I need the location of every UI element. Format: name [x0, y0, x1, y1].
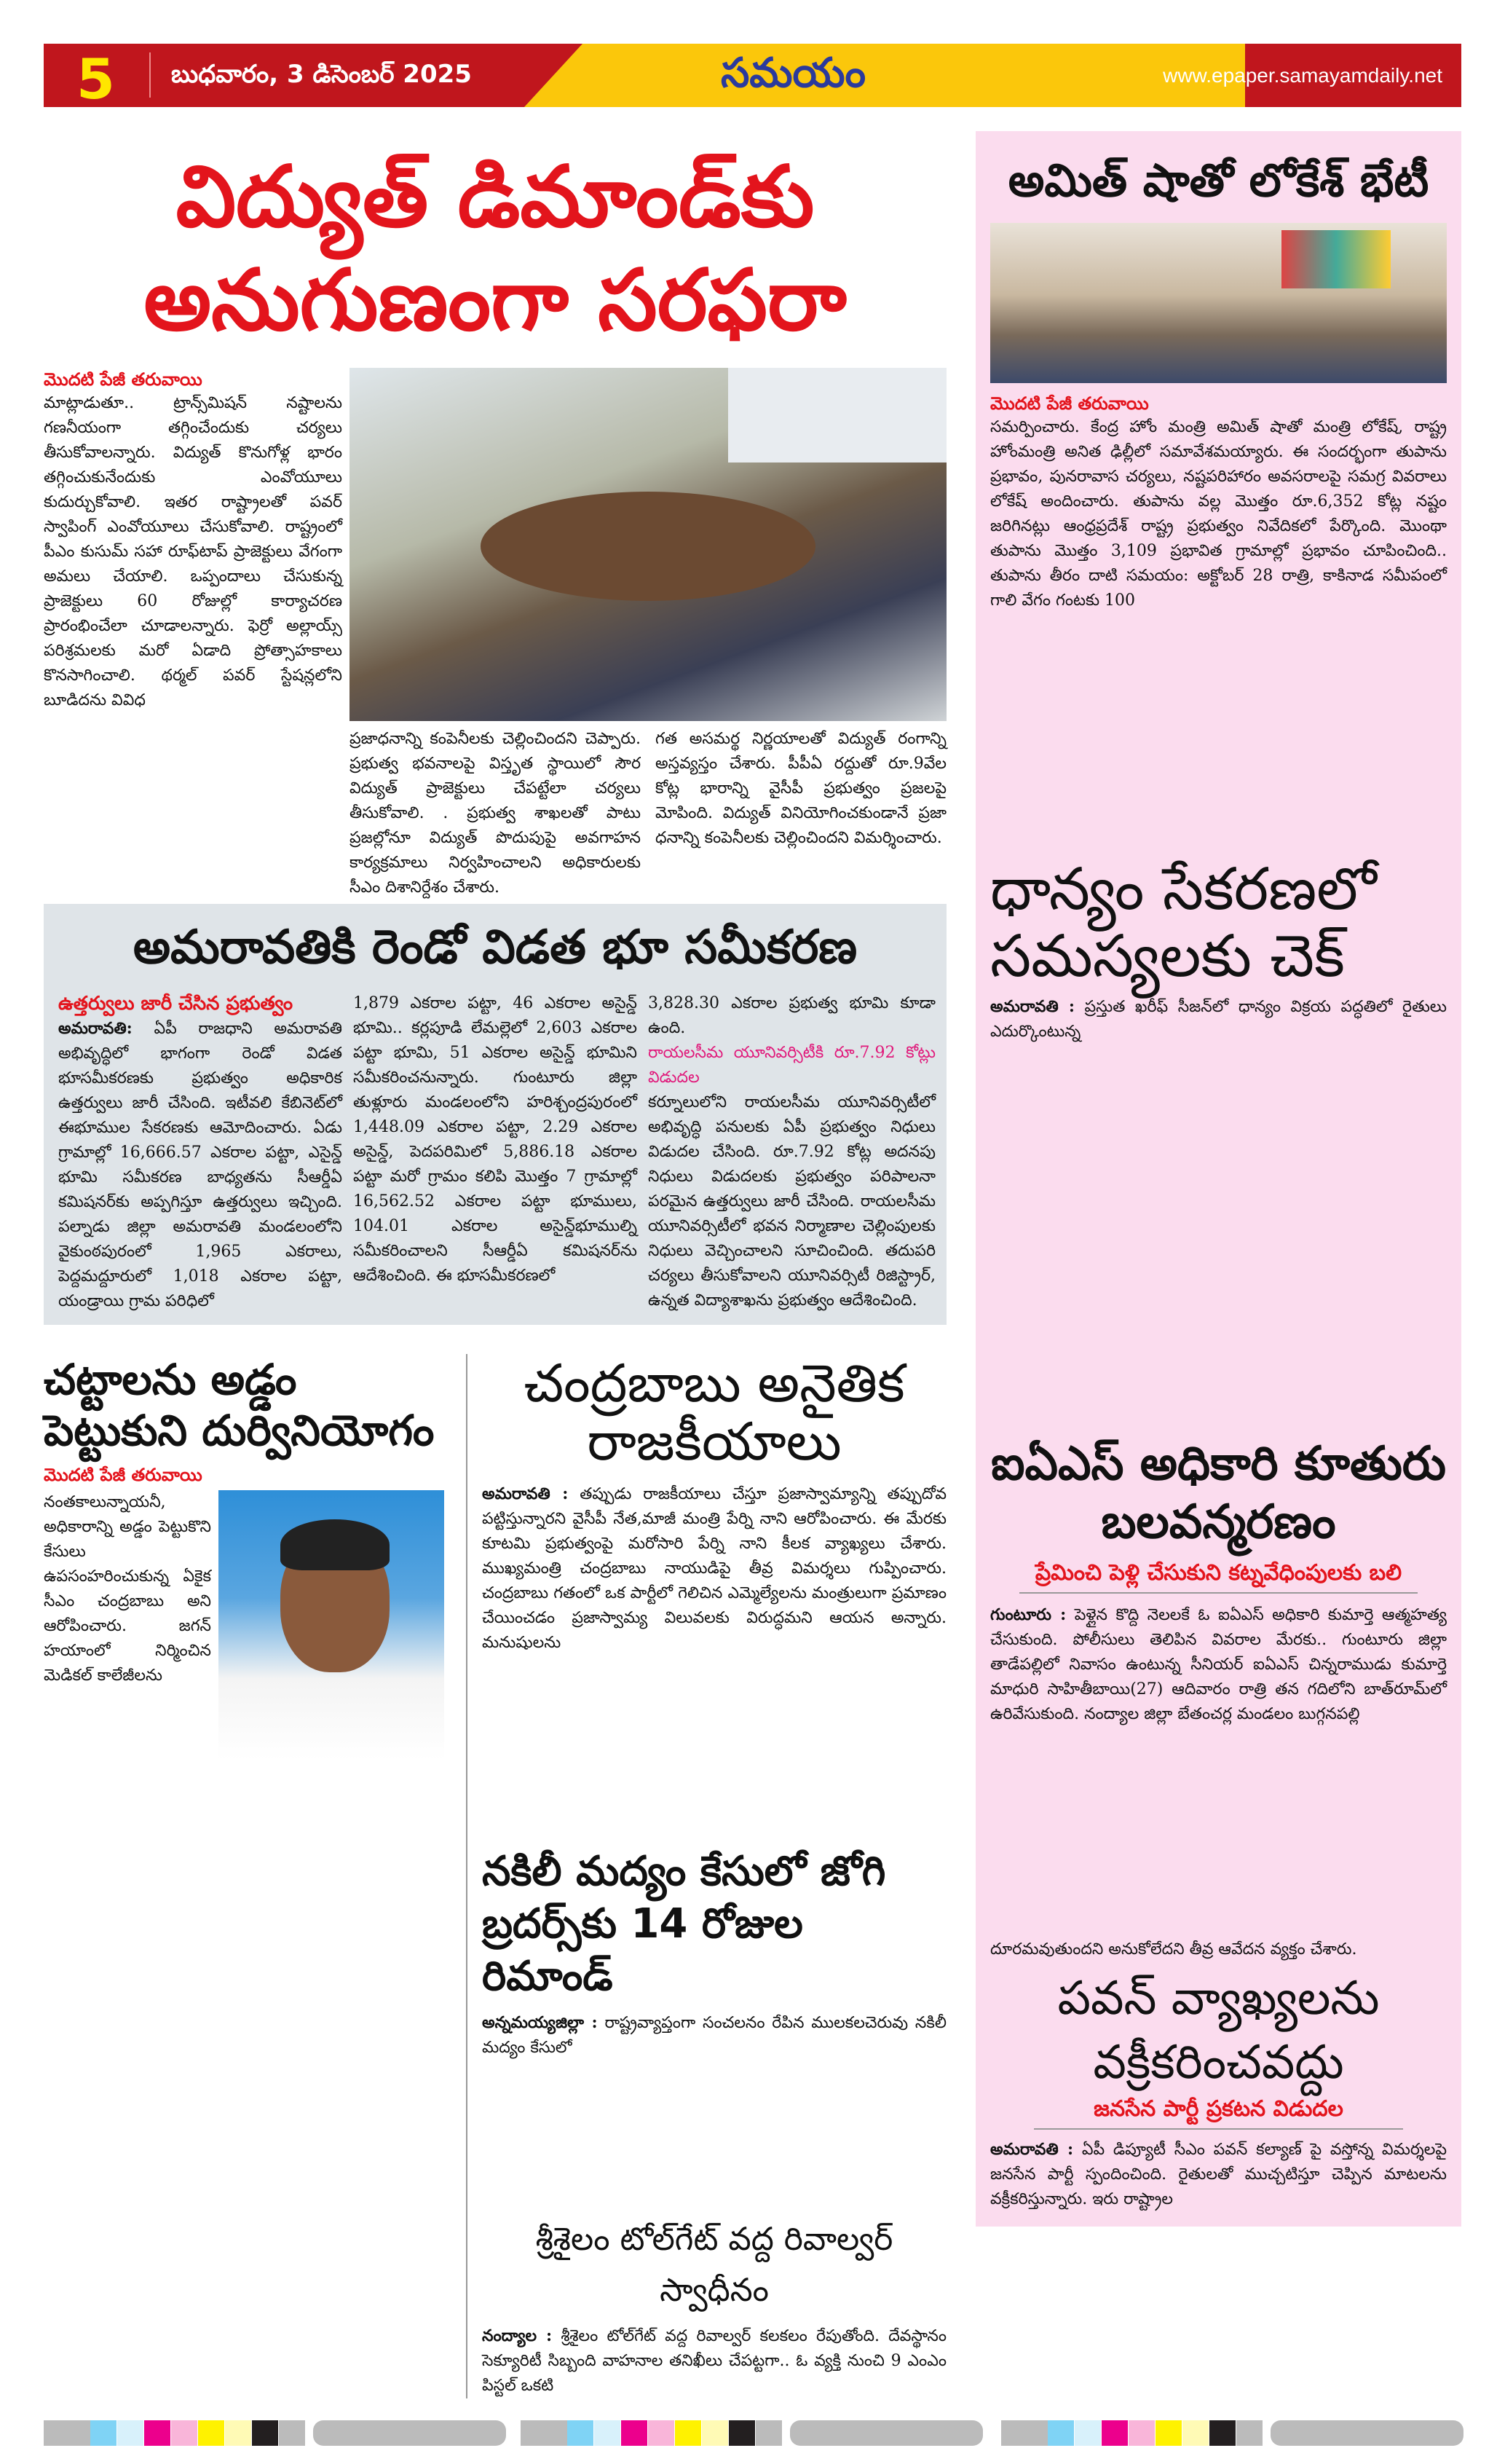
- page-header: [44, 44, 1461, 111]
- color-swatch: [279, 2420, 305, 2446]
- dateline: నంద్యాల :: [482, 2326, 553, 2345]
- dateline: అన్నమయ్యజిల్లా :: [482, 2013, 598, 2032]
- color-swatch: [198, 2420, 224, 2446]
- continued-kicker: మొదటి పేజీ తరువాయి: [44, 1465, 202, 1485]
- color-swatch: [171, 2420, 197, 2446]
- dateline: అమరావతి :: [990, 2140, 1074, 2159]
- subheadline: ఉత్తర్వులు జారీ చేసిన ప్రభుత్వం: [58, 993, 293, 1015]
- color-swatch: [756, 2420, 782, 2446]
- article-body: గత అసమర్థ నిర్ణయాలతో విద్యుత్ రంగాన్ని అస్తవ్యస్తం చేశారు. పీపీఏ రద్దుతో రూ.9వేల కోట్ల భారాన్ని వైసీపీ ప్రభుత్వం ప్రజలపై మోపింది. విద్యుత్ వినియోగించకుండానే ప్రజా ధనాన్ని కంపెనీలకు చెల్లించిందని విమర్శించారు.: [655, 730, 947, 847]
- article-body: 3,828.30 ఎకరాల ప్రభుత్వ భూమి కూడా ఉంది.: [648, 994, 936, 1037]
- headline: అమరావతికి రెండో విడత భూ సమీకరణ: [133, 921, 858, 975]
- article-body: మాట్లాడుతూ.. ట్రాన్స్‌మిషన్ నష్టాలను గణనీయంగా తగ్గించేందుకు చర్యలు తీసుకోవాలన్నారు. విద్యుత్ కొనుగోళ్ల భారం తగ్గించుకునేందుకు ఎంవోయూలు కుదుర్చుకోవాలి. ఇతర రాష్ట్రాలతో పవర్ స్వాపింగ్ ఎంవోయూలు చేసుకోవాలి. రాష్ట్రంలో పీఎం కుసుమ్ సహా రూఫ్‌టాప్ ప్రాజెక్టులు వేగంగా అమలు చేయాలి. ఒప్పందాలు చేసుకున్న ప్రాజెక్టులు 60 రోజుల్లో కార్యాచరణ ప్రారంభించేలా చూడాలన్నారు. ఫెర్రో అల్లాయ్స్ పరిశ్రమలకు మరో ఏడాది ప్రోత్సాహకాలు కొనసాగించాలి. థర్మల్ పవర్ స్టేషన్లలోని బూడిదను వివిధ: [44, 394, 342, 709]
- color-swatch: [648, 2420, 674, 2446]
- conference-table: [481, 492, 815, 601]
- article-body: రాష్ట్రవ్యాప్తంగా సంచలనం రేపిన ములకలచెరువు నకిలీ మద్యం కేసులో: [482, 2014, 947, 2057]
- subheadline: ప్రేమించి పెళ్లి చేసుకుని కట్నవేధింపులకు బలి: [1035, 1560, 1402, 1586]
- continued-kicker: మొదటి పేజీ తరువాయి: [44, 369, 202, 390]
- dateline: అమరావతి:: [58, 1019, 133, 1038]
- article-body: సమర్పించారు. కేంద్ర హోం మంత్రి అమిత్ షాతో మంత్రి లోకేష్, రాష్ట్ర హోంమంత్రి అనిత ఢిల్లీలో సమావేశమయ్యారు. ఈ సందర్భంగా తుపాను ప్రభావం, పునరావాస చర్యలు, నష్టపరిహారం అవసరాలపై సమగ్ర వివరాలు లోకేష్ అందించారు. తుపాను వల్ల మొత్తం రూ.6,352 కోట్ల నష్టం జరిగినట్లు ఆంధ్రప్రదేశ్ రాష్ట్ర ప్రభుత్వం నివేదికలో పేర్కొంది. మొంథా తుపాను మొత్తం 3,109 ప్రభావిత గ్రామాల్లో ప్రభావం చూపించింది.. తుపాను తీరం దాటి సమయం: అక్టోబర్ 28 రాత్రి, కాకినాడ సమీపంలో గాలి వేగం గంటకు 100: [990, 418, 1447, 610]
- article-body: దూరమవుతుందని అనుకోలేదని తీవ్ర ఆవేదన వ్యక్తం చేశారు.: [990, 1940, 1357, 1959]
- color-swatch: [144, 2420, 170, 2446]
- dateline: అమరావతి :: [990, 997, 1075, 1016]
- hair: [280, 1519, 390, 1570]
- headline: అమిత్ షాతో లోకేశ్ భేటీ: [1008, 154, 1429, 207]
- color-swatch: [790, 2420, 983, 2446]
- article-body: శ్రీశైలం టోల్‌గేట్ వద్ద రివాల్వర్ కలకలం రేపుతోంది. దేవస్థానం సెక్యూరిటీ సిబ్బంది వాహనాల తనిఖీలు చేపట్టగా.. ఓ వ్యక్తి నుంచి 9 ఎంఎం పిస్టల్ ఒకటి: [482, 2327, 947, 2395]
- article-body: తప్పుడు రాజకీయాలు చేస్తూ ప్రజాస్వామ్యాన్ని తప్పుదోవ పట్టిస్తున్నారని వైసీపీ నేత,మాజీ మంత్రి పేర్ని నాని ఆరోపించారు. ఈ మేరకు కూటమి ప్రభుత్వంపై మరోసారి పేర్ని నాని కీలక వ్యాఖ్యలు చేశారు. ముఖ్యమంత్రి చంద్రబాబు నాయుడిపై తీవ్ర విమర్శలు గుప్పించారు. చంద్రబాబు గతంలో ఒక పార్టీలో గెలిచిన ఎమ్మెల్యేలను మంత్రులుగా ప్రమాణం చేయించడం ప్రజాస్వామ్య విలువలకు విరుద్ధమని ఆయన అన్నారు. మనుషులను: [482, 1485, 947, 1652]
- continued-kicker: మొదటి పేజీ తరువాయి: [990, 393, 1149, 414]
- amaravati-box: [44, 904, 947, 1325]
- page-number: 5: [76, 47, 115, 111]
- article-body: పెళ్లైన కొద్ది నెలలకే ఓ ఐఏఎస్ అధికారి కుమార్తె ఆత్మహత్య చేసుకుంది. పోలీసులు తెలిపిన వివరాల మేరకు.. గుంటూరు జిల్లా తాడేపల్లిలో నివాసం ఉంటున్న సీనియర్ ఐఏఎస్ చిన్నరాముడు కుమార్తె మాధురి సాహితీబాయి(27) ఆదివారం రాత్రి తన గదిలోని బాత్‌రూమ్‌లో ఉరివేసుకుంది. నంద్యాల జిల్లా బేతంచర్ల మండలం బుగ్గనపల్లి: [990, 1606, 1447, 1723]
- color-swatch: [594, 2420, 620, 2446]
- subheadline: జనసేన పార్టీ ప్రకటన విడుదల: [1094, 2096, 1343, 2122]
- color-swatch: [1075, 2420, 1101, 2446]
- masthead-logo: సమయం: [721, 50, 866, 97]
- color-swatch: [44, 2420, 90, 2446]
- color-swatch: [225, 2420, 251, 2446]
- epaper-url[interactable]: www.epaper.samayamdaily.net: [1163, 64, 1442, 87]
- headline: నకిలీ మద్యం కేసులో జోగి బ్రదర్స్‌కు 14 రోజుల రిమాండ్: [482, 1848, 886, 2000]
- color-swatch: [521, 2420, 567, 2446]
- color-swatch: [252, 2420, 278, 2446]
- article-body: నంతకాలున్నాయనీ, అధికారాన్ని అడ్డం పెట్టుకొని కేసులు ఉపసంహరించుకున్న ఏకైక సీఎం చంద్రబాబు అని ఆరోపించారు. జగన్ హయాంలో నిర్మించిన మెడికల్ కాలేజీలను: [44, 1493, 211, 1685]
- headline: ధాన్యం సేకరణలో సమస్యలకు చెక్: [990, 855, 1377, 990]
- headline: శ్రీశైలం టోల్‌గేట్ వద్ద రివాల్వర్ స్వాధీనం: [535, 2221, 893, 2309]
- issue-date: బుధవారం, 3 డిసెంబర్ 2025: [171, 60, 472, 89]
- color-swatch: [1048, 2420, 1074, 2446]
- article-body: ప్రజాధనాన్ని కంపెనీలకు చెల్లించిందని చెప్పారు. ప్రభుత్వ భవనాలపై విస్తృత స్థాయిలో సౌర విద్యుత్ ప్రాజెక్టులు చేపట్టేలా చర్యలు తీసుకోవాలి. . ప్రభుత్వ శాఖలతో పాటు ప్రజల్లోనూ విద్యుత్ పొదుపుపై అవగాహన కార్యక్రమాలు నిర్వహించాలని అధికారులకు సీఎం దిశానిర్దేశం చేశారు.: [349, 730, 641, 897]
- lead-article: [44, 368, 947, 900]
- color-swatch: [117, 2420, 143, 2446]
- article-body: కర్నూలులోని రాయలసీమ యూనివర్సిటీలో అభివృద్ధి పనులకు ఏపీ ప్రభుత్వం నిధులు విడుదల చేసింది. రూ.7.92 కోట్ల అదనపు నిధులు విడుదలకు ప్రభుత్వం పరిపాలనా పరమైన ఉత్తర్వులు జారీ చేసింది. రాయలసీమ యూనివర్సిటీలో భవన నిర్మాణాల చెల్లింపులకు నిధులు వెచ్చించాలని సూచించింది. తదుపరి చర్యలు తీసుకోవాలని యూనివర్సిటీ రిజిస్ట్రార్, ఉన్నత విద్యాశాఖను ప్రభుత్వం ఆదేశించింది.: [648, 1093, 936, 1310]
- color-swatch: [675, 2420, 701, 2446]
- color-swatch: [1271, 2420, 1463, 2446]
- divider: [1034, 2128, 1403, 2130]
- dateline: గుంటూరు :: [990, 1605, 1067, 1624]
- headline: ఐఏఎస్ అధికారి కూతురు బలవన్మరణం: [990, 1437, 1447, 1549]
- subheadline: రాయలసీమ యూనివర్సిటీకి రూ.7.92 కోట్లు విడుదల: [648, 1044, 936, 1087]
- bottom-section: [44, 1354, 947, 2398]
- article-body: ఏపీ డిప్యూటీ సీఎం పవన్ కల్యాణ్ పై వస్తోన్న విమర్శలపై జనసేన పార్టీ స్పందించింది. రైతులతో ముచ్చటిస్తూ చెప్పిన మాటలను వక్రీకరిస్తున్నారు. ఇరు రాష్ట్రాల: [990, 2141, 1447, 2208]
- color-swatch: [621, 2420, 647, 2446]
- divider: [1019, 1592, 1418, 1594]
- color-swatch: [1182, 2420, 1209, 2446]
- article-body: ఏపీ రాజధాని అమరావతి అభివృద్ధిలో భాగంగా రెండో విడత భూసమీకరణకు ప్రభుత్వం అధికారిక ఉత్తర్వులు జారీ చేసింది. ఇటీవలి కేబినెట్‌లో ఈభూముల సేకరణకు ఆమోదించారు. ఏడు గ్రామాల్లో 16,666.57 ఎకరాల పట్టా, ఎసైన్డ్ భూమి సమీకరణ బాధ్యతను సీఆర్డీఏ కమిషనర్‌కు అప్పగిస్తూ ఉత్తర్వులు ఇచ్చింది. పల్నాడు జిల్లా అమరావతి మండలంలోని వైకుంఠపురంలో 1,965 ఎకరాలు, పెద్దమద్దూరులో 1,018 ఎకరాల పట్టా, యండ్రాయి గ్రామ పరిధిలో: [58, 1020, 343, 1310]
- color-registration-bar: [0, 2420, 1505, 2446]
- portrait-photo: [218, 1490, 444, 1760]
- painting: [1281, 230, 1391, 288]
- headline: పవన్ వ్యాఖ్యలను వక్రీకరించవద్దు: [1057, 1972, 1380, 2090]
- article-body: ప్రస్తుత ఖరీఫ్ సీజన్‌లో ధాన్యం విక్రయ పద్ధతిలో రైతులు ఎదుర్కొంటున్న: [990, 998, 1447, 1041]
- meeting-photo: [990, 223, 1447, 383]
- color-swatch: [313, 2420, 506, 2446]
- dateline: అమరావతి :: [482, 1484, 569, 1503]
- sidebar: [976, 131, 1461, 2227]
- color-swatch: [567, 2420, 593, 2446]
- color-swatch: [1129, 2420, 1155, 2446]
- headline: చట్టాలను అడ్డం పెట్టుకుని దుర్వినియోగం: [44, 1355, 435, 1455]
- meeting-photo: [349, 368, 947, 721]
- lead-headline: విద్యుత్ డిమాండ్‌కు అనుగుణంగా సరఫరా: [143, 148, 847, 350]
- header-yellow-band: [524, 44, 1245, 107]
- article-body: 1,879 ఎకరాల పట్టా, 46 ఎకరాల అసైన్డ్ భూమి.. కర్లపూడి లేమల్లెలో 2,603 ఎకరాల పట్టా భూమి, 51 ఎకరాల అసైన్డ్ భూమిని సమీకరించనున్నారు. గుంటూరు జిల్లా తుళ్లూరు మండలంలోని హరిశ్చంద్రపురంలో 1,448.09 ఎకరాల పట్టా, 2.29 ఎకరాల అసైన్డ్, పెదపరిమిలో 5,886.18 ఎకరాల పట్టా మరో గ్రామం కలిపి మొత్తం 7 గ్రామాల్లో 16,562.52 ఎకరాల పట్టా భూములు, 104.01 ఎకరాల అసైన్డ్‌భూముల్ని సమీకరించాలని సీఆర్డీఏ కమిషనర్‌ను ఆదేశించింది. ఈ భూసమీకరణలో: [353, 994, 637, 1285]
- color-swatch: [729, 2420, 755, 2446]
- presentation-screen: [728, 368, 947, 463]
- color-swatch: [1156, 2420, 1182, 2446]
- divider: [149, 52, 151, 98]
- color-swatch: [702, 2420, 728, 2446]
- headline: చంద్రబాబు అనైతిక రాజకీయాలు: [524, 1353, 905, 1472]
- color-swatch: [1001, 2420, 1048, 2446]
- color-swatch: [1102, 2420, 1128, 2446]
- main-region: [44, 146, 947, 2398]
- color-swatch: [1236, 2420, 1263, 2446]
- color-swatch: [90, 2420, 116, 2446]
- color-swatch: [1209, 2420, 1236, 2446]
